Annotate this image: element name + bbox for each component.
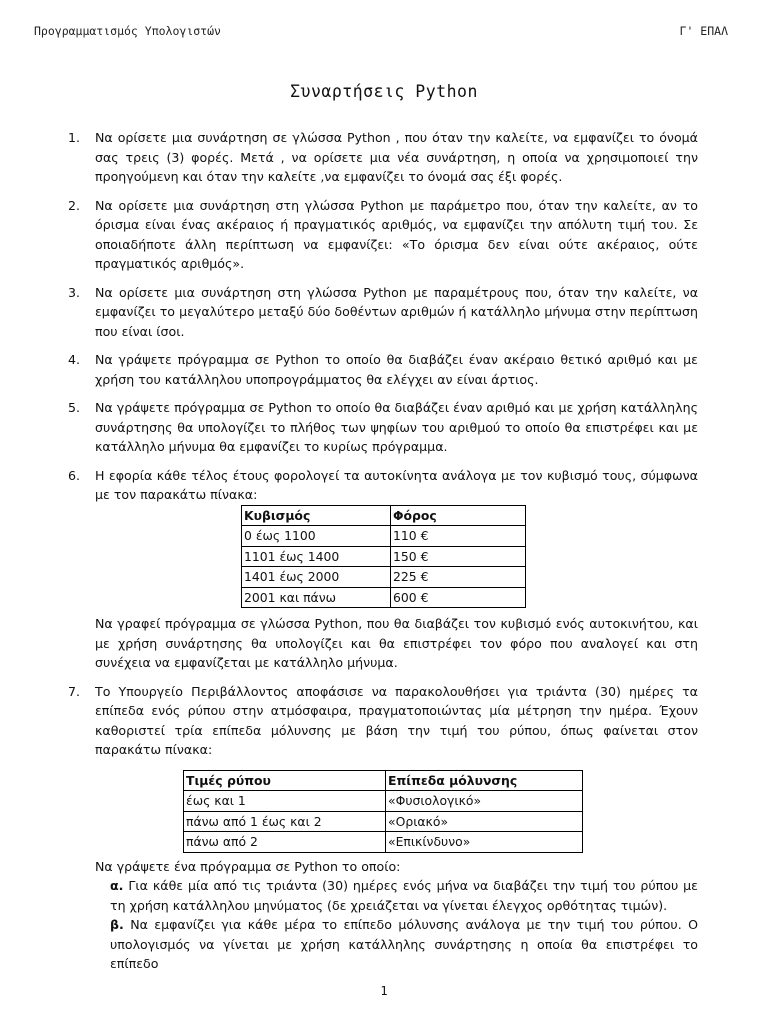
table-cell: 600 € [391, 587, 526, 608]
subquestion-a [110, 876, 698, 915]
table-row [242, 546, 526, 567]
table-cell: 1101 έως 1400 [242, 546, 391, 567]
exercise-text: Να γράψετε πρόγραμμα σε Python το οποίο θα διαβάζει έναν ακέραιο θετικό αριθμό και με χρήση του κατάλληλου υποπρογράμματος θα ελέγχει αν είναι άρτιος. [95, 352, 698, 387]
exercise-item [68, 283, 698, 342]
table-cell: 150 € [391, 546, 526, 567]
table-header-row [184, 770, 583, 791]
table-row [184, 811, 583, 832]
exercise-number: 1. [68, 130, 81, 145]
subquestion-label: α. [110, 878, 124, 893]
column-header: Επίπεδα μόλυνσης [386, 770, 583, 791]
table-row [184, 832, 583, 853]
table-cell: πάνω από 2 [184, 832, 386, 853]
exercise-number: 6. [68, 467, 81, 483]
table-cell: «Οριακό» [386, 811, 583, 832]
subquestion-text: Να εμφανίζει για κάθε μέρα το επίπεδο μόλυνσης ανάλογα με την τιμή του ρύπου. Ο υπολογισμός να γίνεται με χρήση κατάλληλης συνάρτησης η οποία θα επιστρέφει το επίπεδο [110, 917, 698, 971]
header-class: Γ' ΕΠΑΛ [679, 24, 728, 38]
page-number: 1 [380, 984, 388, 998]
column-header: Τιμές ρύπου [184, 770, 386, 791]
table-cell: 0 έως 1100 [242, 526, 391, 547]
column-header: Κυβισμός [242, 505, 391, 526]
exercise-number: 7. [68, 683, 81, 699]
exercise-list [68, 128, 698, 983]
table-cell: «Φυσιολογικό» [386, 791, 583, 812]
exercise-number: 5. [68, 400, 81, 415]
column-header: Φόρος [391, 505, 526, 526]
table-cell: έως και 1 [184, 791, 386, 812]
tax-table [241, 505, 526, 609]
exercise-text: Να γράψετε πρόγραμμα σε Python το οποίο θα διαβάζει έναν αριθμό και με χρήση κατάλληλης συνάρτησης θα υπολογίζει το πλήθος των ψηφίων του αριθμού το οποίο θα επιστρέφει και με κατάλληλο μήνυμα θα εμφανίζει το κυρίως πρόγραμμα. [95, 400, 698, 454]
page-title: Συναρτήσεις Python [290, 82, 478, 101]
table-cell: 1401 έως 2000 [242, 567, 391, 588]
table-row [242, 526, 526, 547]
exercise-item [68, 196, 698, 274]
table-row [242, 567, 526, 588]
exercise-item [68, 398, 698, 457]
exercise-text: Να ορίσετε μια συνάρτηση σε γλώσσα Python , που όταν την καλείτε, να εμφανίζει το όνομά σας τρεις (3) φορές. Μετά , να ορίσετε μια νέα συνάρτηση, η οποία να χρησιμοποιεί την προηγούμενη και όταν την καλείτε ,να εμφανίζει το όνομά σας έξι φορές. [95, 130, 698, 184]
exercise-number: 4. [68, 352, 81, 367]
exercise-intro: Να γράψετε ένα πρόγραμμα σε Python το οποίο: [95, 858, 401, 874]
subquestion-text: Για κάθε μία από τις τριάντα (30) ημέρες ενός μήνα να διαβάζει την τιμή του ρύπου με τη χρήση κατάλληλου μηνύματος (δε χρειάζεται να γίνεται έλεγχος ορθότητας τιμών). [110, 878, 698, 913]
table-cell: 110 € [391, 526, 526, 547]
exercise-number: 3. [68, 284, 81, 300]
exercise-item-6 [68, 466, 698, 673]
exercise-item [68, 128, 698, 187]
table-cell: πάνω από 1 έως και 2 [184, 811, 386, 832]
exercise-text: Να ορίσετε μια συνάρτηση στη γλώσσα Python με παράμετρο που, όταν την καλείτε, αν το όρισμα είναι ένας ακέραιος ή πραγματικός αριθμός, να εμφανίζει την απόλυτη τιμή του. Σε οποιαδήποτε άλλη περίπτωση να εμφανίζει: «Το όρισμα δεν είναι ούτε ακέραιος, ούτε πραγματικός αριθμός». [95, 197, 698, 271]
table-row [242, 587, 526, 608]
exercise-text: Να ορίσετε μια συνάρτηση στη γλώσσα Python με παραμέτρους που, όταν την καλείτε, να εμφανίζει το μεγαλύτερο μεταξύ δύο δοθέντων αριθμών ή κατάλληλο μήνυμα στην περίπτωση που είναι ίσοι. [95, 284, 698, 339]
exercise-item-7 [68, 682, 698, 974]
table-row [184, 791, 583, 812]
exercise-text: Το Υπουργείο Περιβάλλοντος αποφάσισε να παρακολουθήσει για τριάντα (30) ημέρες τα επίπεδα ενός ρύπου στην ατμόσφαιρα, πραγματοποιώντας μία μέτρηση την ημέρα. Έχουν καθοριστεί τρία επίπεδα μόλυνσης με βάση την τιμή του ρύπου, όπως φαίνεται στον παρακάτω πίνακα: [95, 683, 698, 757]
exercise-item [68, 350, 698, 389]
pollution-table [183, 770, 583, 853]
table-header-row [242, 505, 526, 526]
table-cell: 2001 και πάνω [242, 587, 391, 608]
exercise-followup: Να γραφεί πρόγραμμα σε γλώσσα Python, που θα διαβάζει τον κυβισμό ενός αυτοκινήτου, και με χρήση συνάρτησης θα υπολογίζει και θα επιστρέφει τον φόρο που αναλογεί και στη συνέχεια να εμφανίζεται με κατάλληλο μήνυμα. [95, 616, 698, 670]
exercise-number: 2. [68, 197, 81, 213]
subquestion-label: β. [110, 917, 124, 932]
subquestion-b [110, 915, 698, 974]
table-cell: 225 € [391, 567, 526, 588]
header-subject: Προγραμματισμός Υπολογιστών [34, 24, 221, 38]
page-header [34, 24, 728, 44]
exercise-text: Η εφορία κάθε τέλος έτους φορολογεί τα αυτοκίνητα ανάλογα με τον κυβισμό τους, σύμφωνα με τον παρακάτω πίνακα: [95, 467, 698, 502]
table-cell: «Επικίνδυνο» [386, 832, 583, 853]
